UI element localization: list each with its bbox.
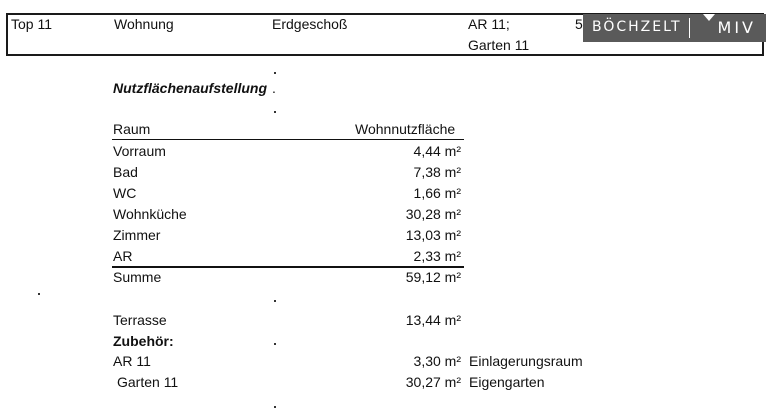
table-row-area: 1,66 m² bbox=[413, 185, 461, 201]
accessory-label: Garten 11 bbox=[117, 374, 179, 390]
logo-brand-left: BÖCHZELT bbox=[592, 19, 682, 35]
col-header-area: Wohnnutzfläche bbox=[355, 121, 456, 137]
accessory-note: Eigengarten bbox=[469, 374, 545, 390]
unit-floor: Erdgeschoß bbox=[272, 16, 348, 32]
unit-number: Top 11 bbox=[11, 16, 52, 32]
scan-dot bbox=[274, 300, 276, 302]
scan-dot bbox=[38, 293, 40, 295]
logo-separator bbox=[689, 18, 690, 38]
table-row-area: 4,44 m² bbox=[413, 143, 461, 159]
table-row-area: 2,33 m² bbox=[413, 248, 461, 264]
accessory-note: Einlagerungsraum bbox=[469, 353, 583, 369]
table-row-room: WC bbox=[113, 185, 137, 201]
accessory-value: 30,27 m² bbox=[405, 374, 461, 390]
scan-dot bbox=[274, 343, 276, 345]
scan-dot bbox=[274, 406, 276, 408]
table-row-room: AR bbox=[113, 248, 133, 264]
terrace-value: 13,44 m² bbox=[405, 312, 461, 328]
scan-dot bbox=[274, 72, 276, 74]
table-row-area: 30,28 m² bbox=[405, 206, 461, 222]
unit-extras-line1: AR 11; bbox=[468, 16, 510, 32]
terrace-label: Terrasse bbox=[113, 312, 167, 328]
table-row-area: 13,03 m² bbox=[405, 227, 461, 243]
logo-triangle-icon bbox=[703, 14, 715, 21]
table-row-area: 7,38 m² bbox=[413, 164, 461, 180]
table-row-room: Bad bbox=[113, 164, 138, 180]
table-row-room: Vorraum bbox=[113, 143, 166, 159]
sum-value: 59,12 m² bbox=[405, 269, 461, 285]
company-logo bbox=[583, 14, 766, 42]
section-title-dot: . bbox=[272, 80, 276, 96]
unit-partial-number: 5 bbox=[575, 16, 583, 32]
logo-brand-right: MIV bbox=[717, 18, 756, 37]
accessories-title: Zubehör: bbox=[113, 333, 174, 349]
section-title: Nutzflächenaufstellung bbox=[113, 80, 268, 96]
col-header-room: Raum bbox=[113, 121, 151, 137]
sum-rule bbox=[112, 266, 464, 268]
table-row-room: Wohnküche bbox=[113, 206, 187, 222]
unit-extras-line2: Garten 11 bbox=[468, 37, 530, 53]
accessory-label: AR 11 bbox=[113, 353, 151, 369]
unit-type: Wohnung bbox=[114, 16, 174, 32]
scan-dot bbox=[274, 111, 276, 113]
sum-label: Summe bbox=[113, 269, 162, 285]
accessory-value: 3,30 m² bbox=[413, 353, 461, 369]
header-rule bbox=[112, 139, 464, 140]
table-row-room: Zimmer bbox=[113, 227, 161, 243]
